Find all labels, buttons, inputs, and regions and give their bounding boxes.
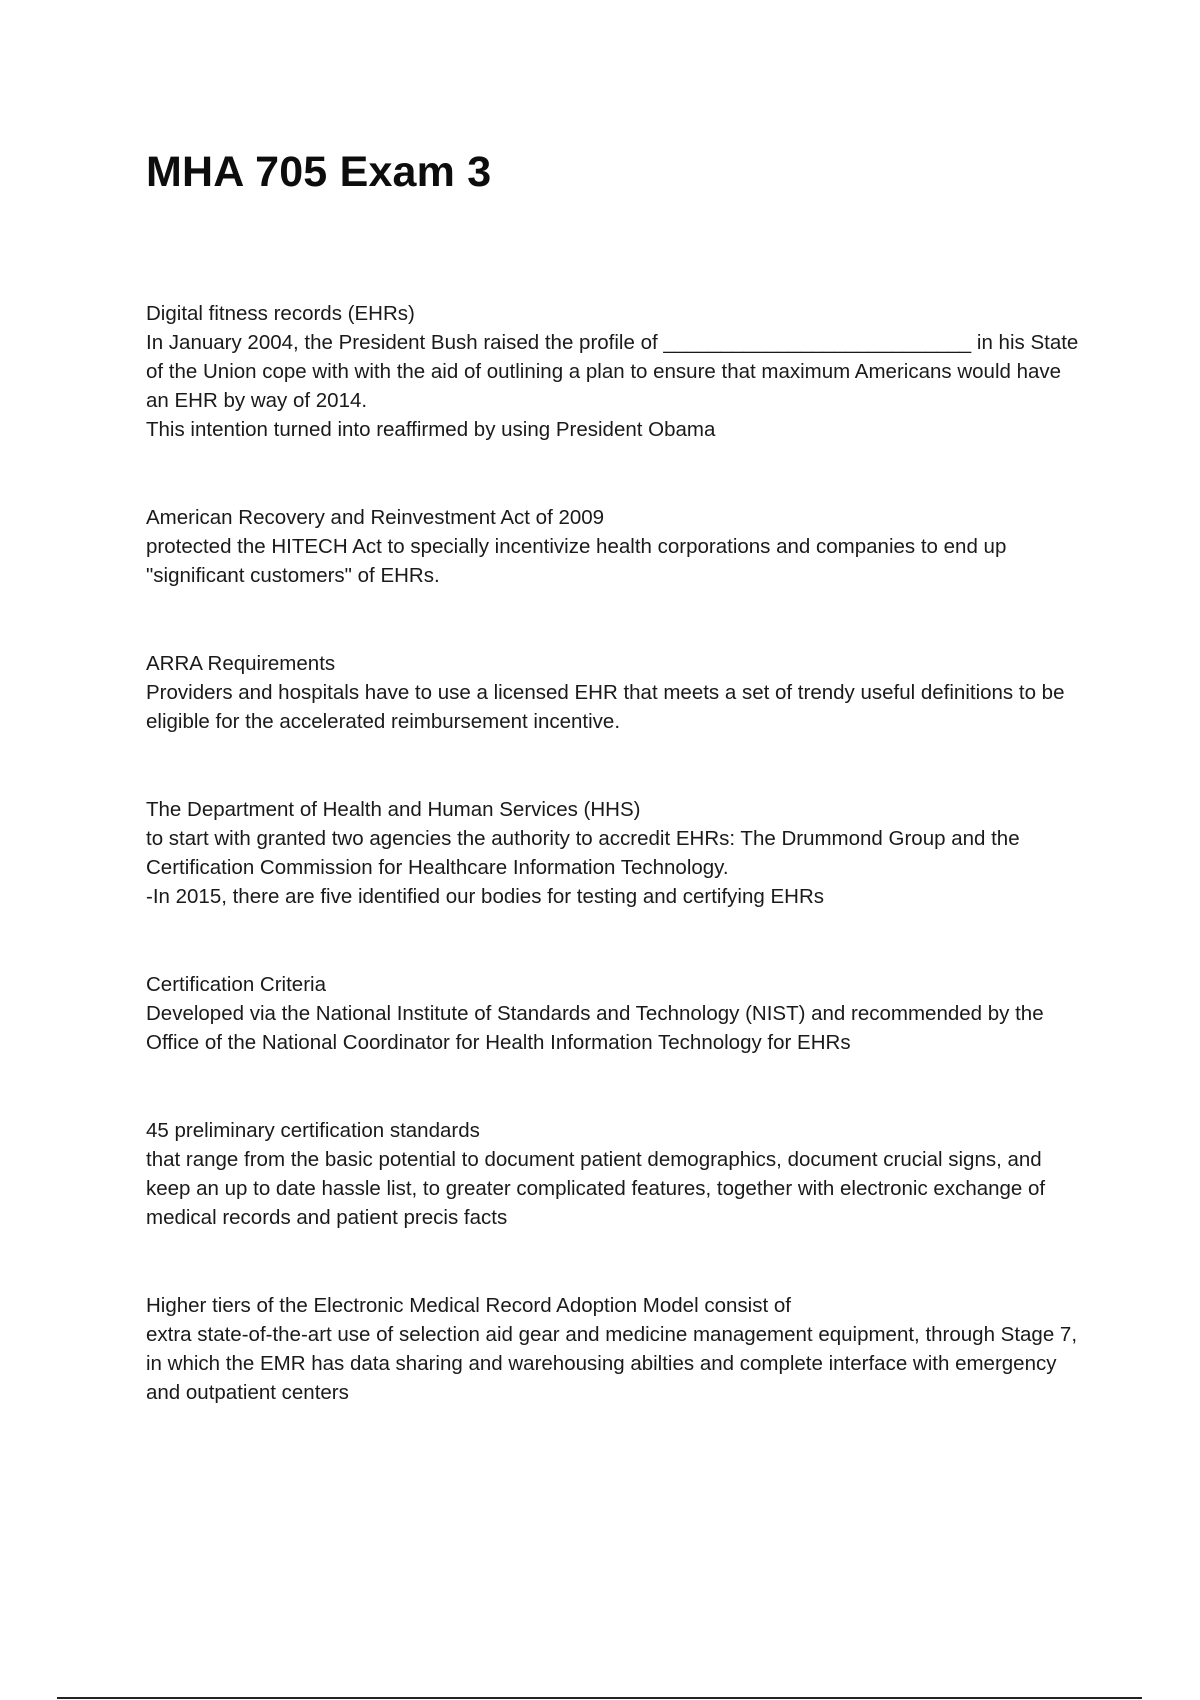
flashcard-term: The Department of Health and Human Services (HHS) <box>146 798 641 821</box>
flashcard-list <box>146 299 1086 1466</box>
flashcard <box>146 795 1086 911</box>
flashcard-definition: protected the HITECH Act to specially incentivize health corporations and companies to end up "significant customers" of EHRs. <box>146 535 1007 587</box>
flashcard-term: American Recovery and Reinvestment Act of 2009 <box>146 506 605 529</box>
flashcard-definition: extra state-of-the-art use of selection aid gear and medicine management equipment, through Stage 7, in which the EMR has data sharing and warehousing abilties and complete interface with emergency and outpatient centers <box>146 1323 1078 1404</box>
flashcard-term: Digital fitness records (EHRs) <box>146 302 415 325</box>
flashcard-definition: This intention turned into reaffirmed by using President Obama <box>146 418 716 441</box>
flashcard-definition: to start with granted two agencies the authority to accredit EHRs: The Drummond Group and the Certification Commission for Healthcare Information Technology. <box>146 827 1020 879</box>
flashcard-definition: that range from the basic potential to document patient demographics, document crucial signs, and keep an up to date hassle list, to greater complicated features, together with electronic exchange of medical records and patient precis facts <box>146 1148 1046 1229</box>
flashcard-term: 45 preliminary certification standards <box>146 1119 480 1142</box>
flashcard <box>146 503 1086 590</box>
flashcard <box>146 299 1086 444</box>
flashcard-term: Certification Criteria <box>146 973 326 996</box>
flashcard <box>146 649 1086 736</box>
page-title: MHA 705 Exam 3 <box>146 148 492 196</box>
footer-divider <box>57 1697 1142 1699</box>
flashcard <box>146 1116 1086 1232</box>
flashcard <box>146 1291 1086 1407</box>
flashcard-term: Higher tiers of the Electronic Medical Record Adoption Model consist of <box>146 1294 791 1317</box>
flashcard-definition: -In 2015, there are five identified our bodies for testing and certifying EHRs <box>146 885 825 908</box>
flashcard-definition: Providers and hospitals have to use a licensed EHR that meets a set of trendy useful definitions to be eligible for the accelerated reimbursement incentive. <box>146 681 1065 733</box>
flashcard-definition: In January 2004, the President Bush raised the profile of ___________________________ in his State of the Union cope with with the aid of outlining a plan to ensure that maximum Americans would have an EHR by way of 2014. <box>146 331 1079 412</box>
flashcard-definition: Developed via the National Institute of Standards and Technology (NIST) and recommended by the Office of the National Coordinator for Health Information Technology for EHRs <box>146 1002 1044 1054</box>
flashcard <box>146 970 1086 1057</box>
flashcard-term: ARRA Requirements <box>146 652 336 675</box>
